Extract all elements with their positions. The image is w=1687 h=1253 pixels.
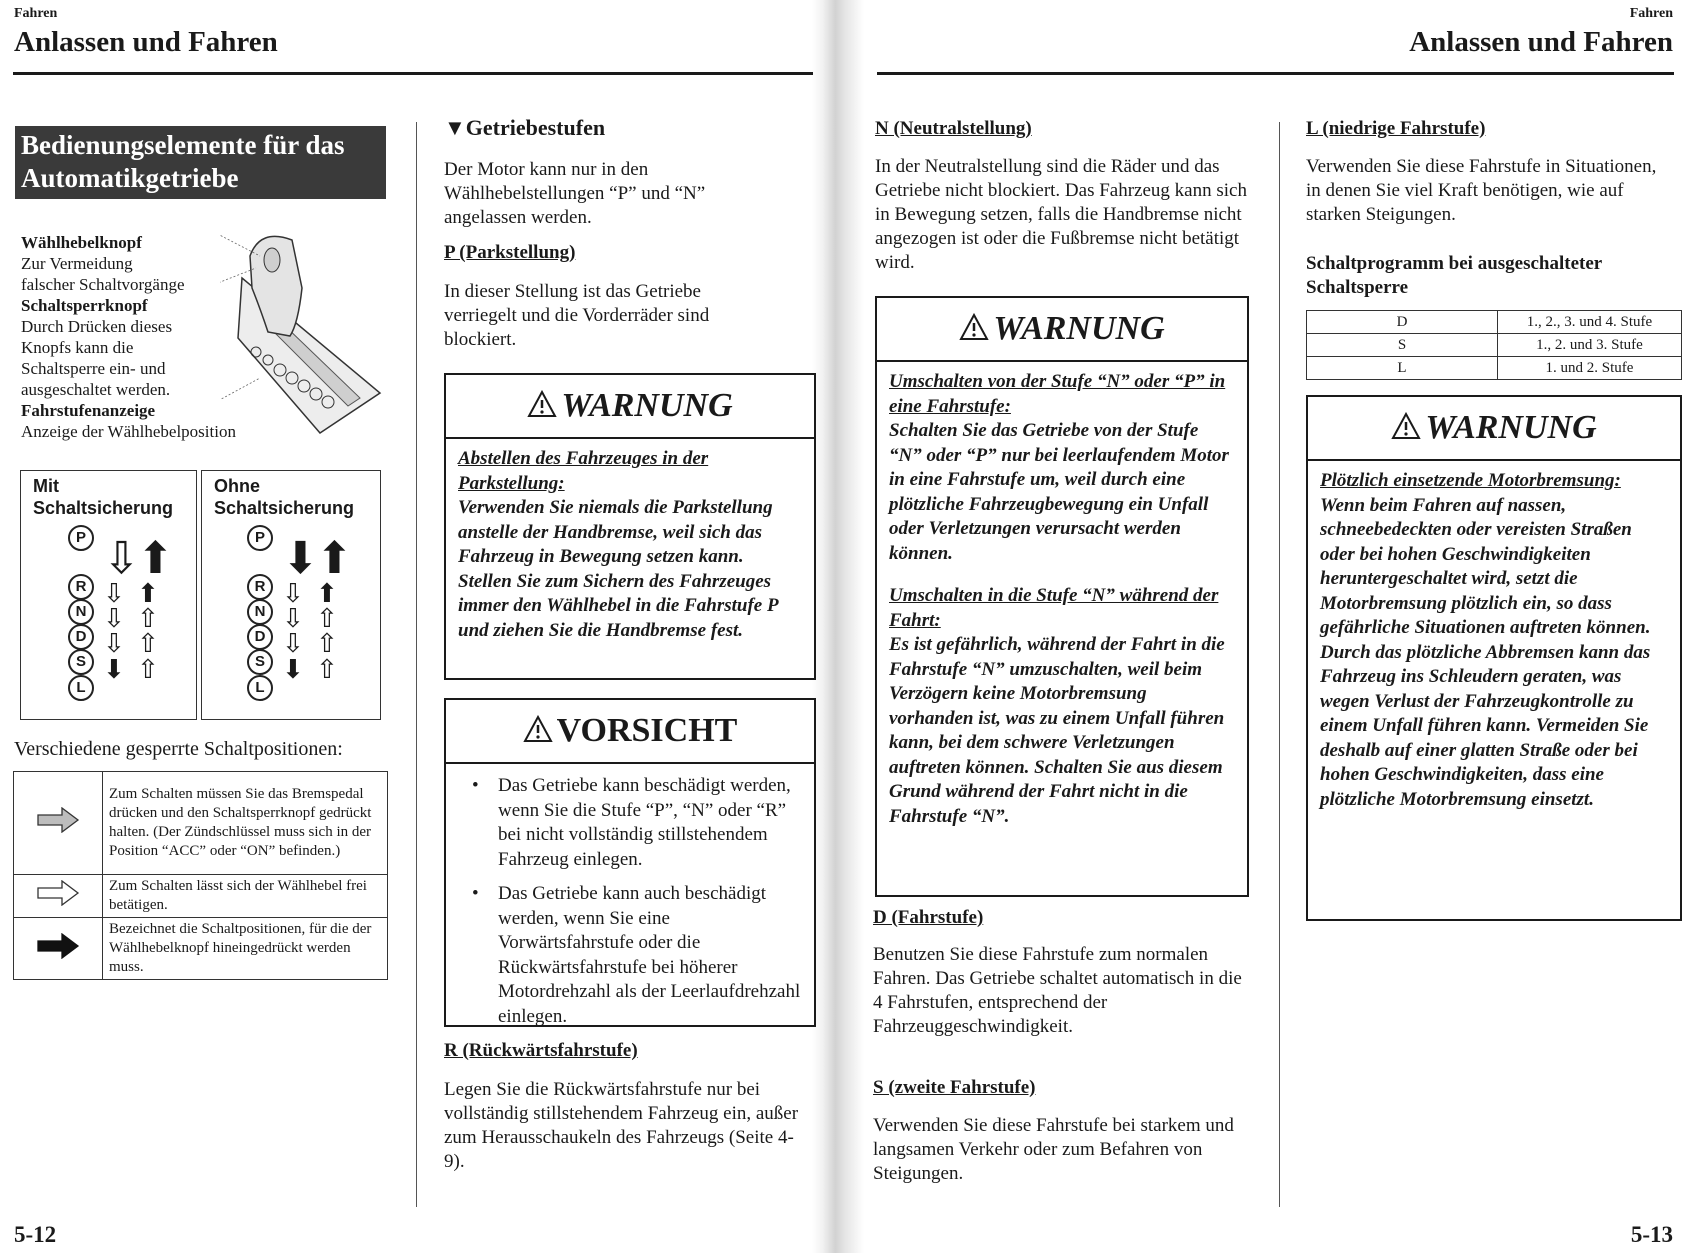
r-text: Legen Sie die Rückwärtsfahrstufe nur bei vollständig stillstehendem Fahrzeug ein, außer zum Herausschaukeln des Fahrzeugs (Seite 4-9).	[444, 1079, 799, 1172]
up-black-arrow-icon: ⬆	[316, 579, 338, 609]
locked-positions-title: Verschiedene gesperrte Schaltpositionen:	[14, 738, 343, 760]
table-row	[14, 875, 388, 918]
warning-text: Es ist gefährlich, während der Fahrt in die Fahrstufe “N” umzuschalten, weil beim Verzögern keine Motorbremsung vorhanden ist, was zu einem Unfall führen kann, bei dem schwere Verletzungen auftreten können. Schalten Sie aus diesem Grund während der Fahrt nicht in die Fahrstufe “N”.	[889, 634, 1225, 827]
table-row	[1307, 357, 1682, 380]
warning-text: Wenn beim Fahren auf nassen, schneebedeckten oder vereisten Straßen oder bei hohen Geschwindigkeiten heruntergeschaltet wird, setzt die Motorbremsung plötzlich ein, so dass gefährliche Situationen auftreten können. Durch das plötzliche Abbremsen kann das Fahrzeug ins Schleudern geraten, was wegen Verlust der Fahrzeugkontrolle zu einem Unfall führen kann. Vermeiden Sie deshalb auf einer glatten Straße oder bei hohen Geschwindigkeiten, dass eine plötzliche Motorbremsung einsetzt.	[1320, 494, 1651, 810]
down-outline-arrow-icon: ⇩	[103, 629, 125, 659]
without-title-1: Ohne	[214, 476, 261, 496]
caution-label: VORSICHT	[556, 712, 738, 749]
lever-captions	[21, 232, 236, 442]
caution-box	[444, 698, 816, 1027]
d-heading: D (Fahrstufe)	[873, 907, 984, 928]
warning-triangle-icon	[959, 313, 989, 341]
long-down-black-arrow-icon: ⬇	[282, 533, 319, 584]
n-text: In der Neutralstellung sind die Räder und das Getriebe nicht blockiert. Das Fahrzeug kann sich in Bewegung setzen, falls die Handbremse nicht angezogen ist oder die Fußbremse nicht betätigt wird.	[875, 156, 1247, 273]
s-heading: S (zweite Fahrstufe)	[873, 1077, 1036, 1098]
list-item: • Das Getriebe kann auch beschädigt werden, wenn Sie eine Vorwärtsfahrstufe oder die Rückwärtsfahrstufe bei höherer Motordrehzahl als der Leerlaufdrehzahl einlegen.	[460, 882, 802, 1029]
gear-n: N	[68, 599, 94, 625]
program-title: Schaltprogramm bei ausgeschalteter Schaltsperre	[1306, 253, 1602, 298]
locked-row-text: Zum Schalten müssen Sie das Bremspedal drücken und den Schaltsperrknopf gedrückt halten. (Der Zündschlüssel muss sich in der Position “ACC” oder “ON” befinden.)	[103, 772, 388, 875]
gear-d: D	[247, 624, 273, 650]
gear-s: S	[68, 649, 94, 675]
p-heading: P (Parkstellung)	[444, 242, 576, 263]
shift-pattern-with-lock	[20, 470, 197, 720]
caution-list	[446, 764, 814, 1049]
lock-desc-4: ausgeschaltet werden.	[21, 380, 171, 399]
knob-desc-2: falscher Schaltvorgänge	[21, 275, 185, 294]
gear-lever-illustration	[220, 228, 400, 438]
left-page-title: Anlassen und Fahren	[14, 26, 278, 58]
down-outline-arrow-icon: ⇩	[282, 629, 304, 659]
black-arrow-icon	[14, 918, 103, 980]
table-row	[14, 918, 388, 980]
down-outline-arrow-icon: ⇩	[103, 579, 125, 609]
locked-positions-table	[13, 771, 388, 980]
left-section-label: Fahren	[14, 6, 58, 21]
table-cell: 1., 2. und 3. Stufe	[1498, 334, 1682, 357]
up-outline-arrow-icon: ⇧	[316, 655, 338, 685]
table-cell: 1. und 2. Stufe	[1498, 357, 1682, 380]
up-outline-arrow-icon: ⇧	[316, 604, 338, 634]
knob-label: Wählhebelknopf	[21, 233, 142, 252]
warning-label: WARNUNG	[1425, 409, 1597, 446]
gear-l: L	[247, 675, 273, 701]
table-row	[1307, 311, 1682, 334]
with-title-1: Mit	[33, 476, 59, 496]
up-outline-arrow-icon: ⇧	[316, 629, 338, 659]
warning-triangle-icon	[527, 390, 557, 418]
long-down-outline-arrow-icon: ⇩	[103, 533, 140, 584]
gear-r: R	[247, 574, 273, 600]
without-title-2: Schaltsicherung	[214, 498, 355, 518]
d-text: Benutzen Sie diese Fahrstufe zum normalen Fahren. Das Getriebe schaltet automatisch in die 4 Fahrstufen, entsprechend der Fahrzeuggeschwindigkeit.	[873, 944, 1242, 1037]
book-gutter	[812, 0, 864, 1253]
gear-p: P	[247, 525, 273, 551]
gear-l: L	[68, 675, 94, 701]
gear-p: P	[68, 525, 94, 551]
warning-title: Abstellen des Fahrzeuges in der Parkstellung:	[458, 448, 709, 494]
gray-arrow-icon	[14, 772, 103, 875]
with-title-2: Schaltsicherung	[33, 498, 174, 518]
gear-d: D	[68, 624, 94, 650]
n-heading: N (Neutralstellung)	[875, 118, 1032, 139]
table-cell: S	[1307, 334, 1498, 357]
long-up-black-arrow-icon: ⬆	[316, 533, 353, 584]
white-arrow-icon	[14, 875, 103, 918]
warning-header	[877, 298, 1247, 362]
section-heading: Bedienungselemente für das Automatikgetriebe	[15, 126, 386, 199]
l-text: Verwenden Sie diese Fahrstufe in Situationen, in denen Sie viel Kraft benötigen, wie auf starken Steigungen.	[1306, 156, 1657, 225]
down-black-arrow-icon: ⬇	[103, 655, 125, 685]
warning-header	[1308, 397, 1680, 461]
warning-triangle-icon	[1391, 412, 1421, 440]
warning-body	[1308, 461, 1680, 820]
table-row	[1307, 334, 1682, 357]
r-heading: R (Rückwärtsfahrstufe)	[444, 1040, 638, 1061]
table-cell: 1., 2., 3. und 4. Stufe	[1498, 311, 1682, 334]
right-page-number: 5-13	[1630, 1222, 1673, 1247]
up-black-arrow-icon: ⬆	[137, 579, 159, 609]
lock-label: Schaltsperrknopf	[21, 296, 148, 315]
right-column-divider	[1279, 122, 1280, 1207]
list-item: • Das Getriebe kann beschädigt werden, wenn Sie die Stufe “P”, “N” oder “R” bei nicht vollständig stillstehendem Fahrzeug einlegen.	[460, 774, 802, 872]
down-outline-arrow-icon: ⇩	[282, 579, 304, 609]
down-outline-arrow-icon: ⇩	[282, 604, 304, 634]
down-outline-arrow-icon: ⇩	[103, 604, 125, 634]
shift-program-table	[1306, 310, 1682, 380]
left-header-rule	[13, 72, 813, 75]
warning-text: Verwenden Sie niemals die Parkstellung anstelle der Handbremse, weil sich das Fahrzeug in Bewegung setzen kann. Stellen Sie zum Sichern des Fahrzeuges immer den Wählhebel in die Fahrstufe P und ziehen Sie die Handbremse fest.	[458, 497, 778, 641]
warning-title: Umschalten in die Stufe “N” während der Fahrt:	[889, 585, 1219, 631]
right-header-rule	[877, 72, 1674, 75]
warning-label: WARNUNG	[993, 310, 1165, 347]
table-cell: D	[1307, 311, 1498, 334]
warning-text: Schalten Sie das Getriebe von der Stufe “N” oder “P” nur bei leerlaufendem Motor in eine Fahrstufe um, weil durch eine plötzliche Fahrzeugbewegung ein Unfall oder Verletzungen verursacht werden können.	[889, 420, 1229, 564]
up-outline-arrow-icon: ⇧	[137, 629, 159, 659]
getriebe-text: Der Motor kann nur in den Wählhebelstellungen “P” und “N” angelassen werden.	[444, 159, 706, 228]
locked-row-text: Zum Schalten lässt sich der Wählhebel frei betätigen.	[103, 875, 388, 918]
up-outline-arrow-icon: ⇧	[137, 604, 159, 634]
warning-title: Plötzlich einsetzende Motorbremsung:	[1320, 470, 1621, 491]
caution-header	[446, 700, 814, 764]
right-page-title: Anlassen und Fahren	[1409, 26, 1673, 58]
s-text: Verwenden Sie diese Fahrstufe bei starkem und langsamen Verkehr oder zum Befahren von Steigungen.	[873, 1115, 1234, 1184]
locked-row-text: Bezeichnet die Schaltpositionen, für die der Wählhebelknopf hineingedrückt werden muss.	[103, 918, 388, 980]
gear-s: S	[247, 649, 273, 675]
warning-box-neutral	[875, 296, 1249, 897]
lock-desc-3: Schaltsperre ein- und	[21, 359, 166, 378]
lock-desc-2: Knopfs kann die	[21, 338, 134, 357]
warning-box-parking	[444, 373, 816, 680]
warning-body	[446, 439, 814, 651]
left-page-number: 5-12	[14, 1222, 57, 1247]
p-text: In dieser Stellung ist das Getriebe verriegelt und die Vorderräder sind blockiert.	[444, 281, 710, 350]
warning-body	[877, 362, 1247, 855]
up-outline-arrow-icon: ⇧	[137, 655, 159, 685]
lock-desc-1: Durch Drücken dieses	[21, 317, 173, 336]
warning-header	[446, 375, 814, 439]
long-up-black-arrow-icon: ⬆	[137, 533, 174, 584]
knob-desc-1: Zur Vermeidung	[21, 254, 133, 273]
indicator-desc: Anzeige der Wählhebelposition	[21, 422, 236, 441]
caution-triangle-icon	[523, 715, 553, 743]
table-cell: L	[1307, 357, 1498, 380]
l-heading: L (niedrige Fahrstufe)	[1306, 118, 1486, 139]
warning-title: Umschalten von der Stufe “N” oder “P” in eine Fahrstufe:	[889, 371, 1226, 417]
warning-label: WARNUNG	[561, 387, 733, 424]
gear-n: N	[247, 599, 273, 625]
indicator-label: Fahrstufenanzeige	[21, 401, 156, 420]
warning-box-engine-brake	[1306, 395, 1682, 921]
left-column-divider	[416, 122, 417, 1207]
right-section-label: Fahren	[1629, 6, 1673, 21]
table-row	[14, 772, 388, 875]
gear-r: R	[68, 574, 94, 600]
getriebe-heading: ▼Getriebestufen	[444, 115, 606, 140]
down-black-arrow-icon: ⬇	[282, 655, 304, 685]
shift-pattern-without-lock	[201, 470, 381, 720]
